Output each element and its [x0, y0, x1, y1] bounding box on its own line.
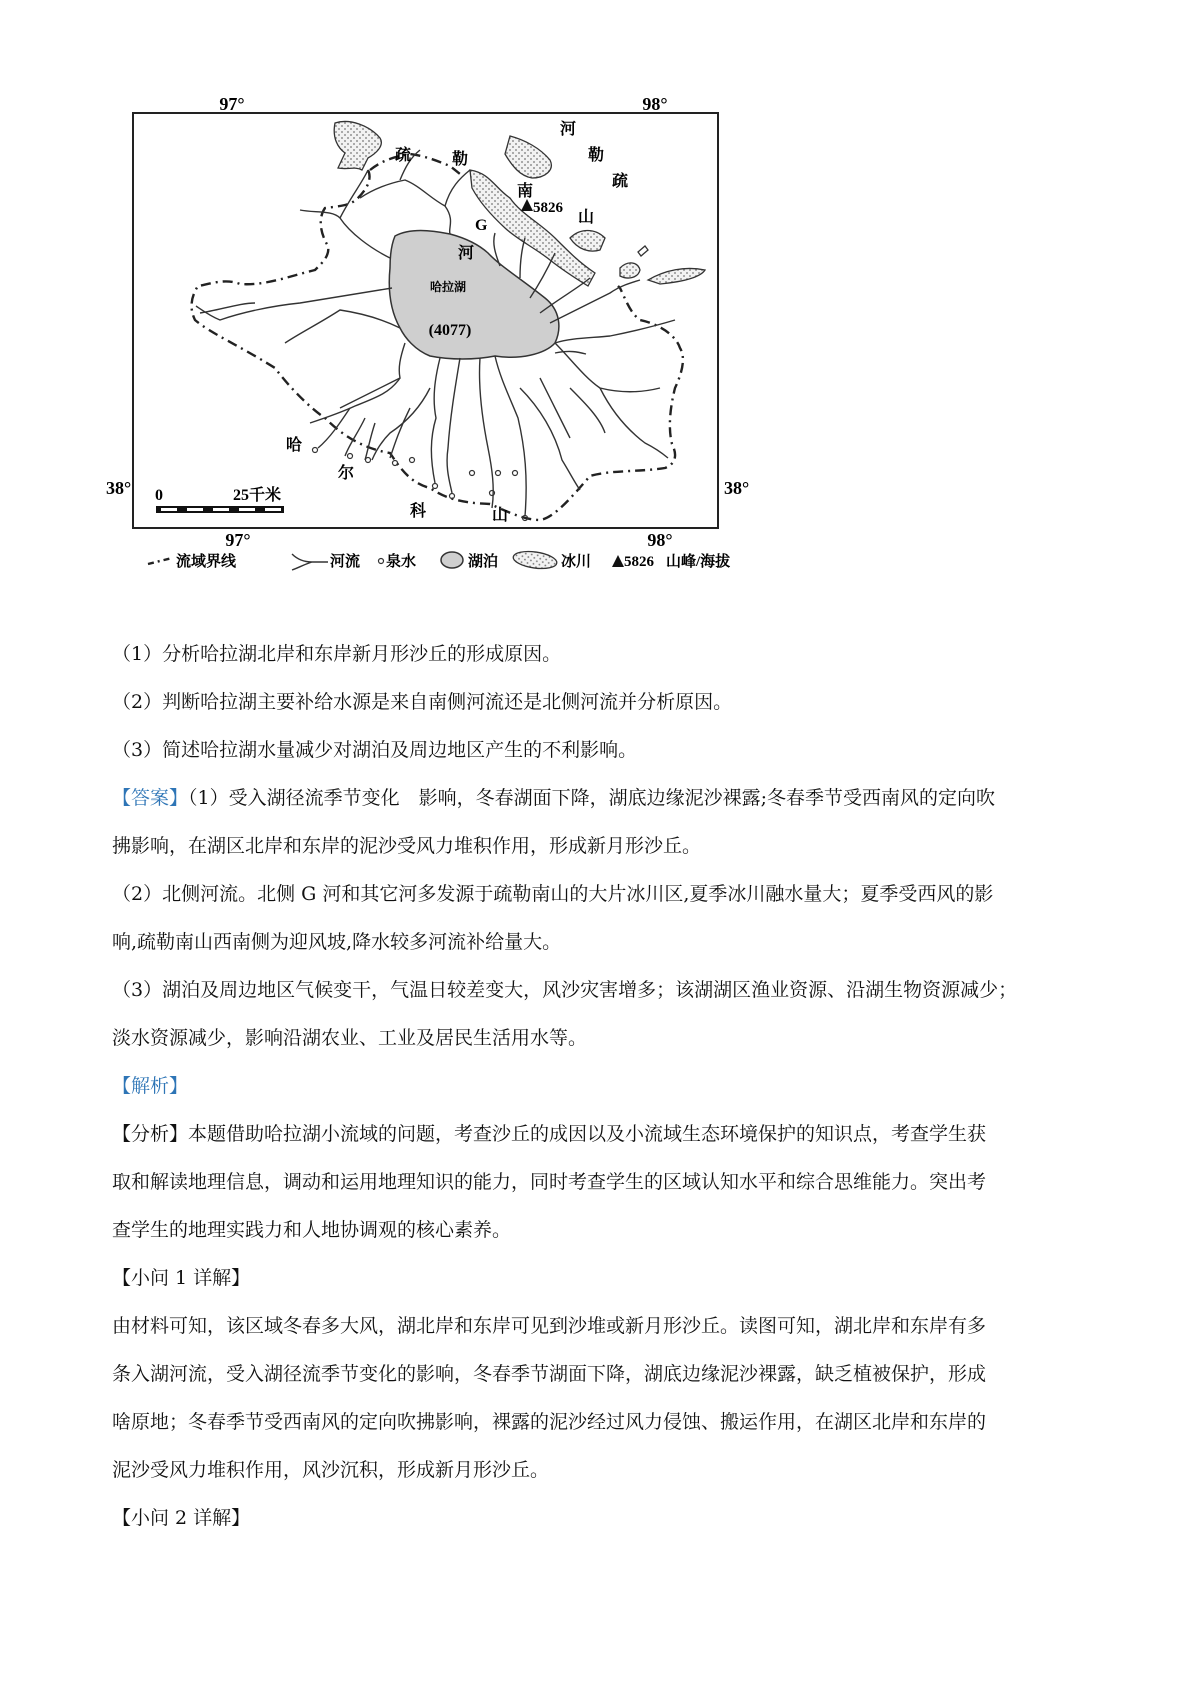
- sub1-line-2: 条入湖河流，受入湖径流季节变化的影响，冬春季节湖面下降，湖底边缘泥沙裸露，缺乏植被保护，形成: [112, 1363, 987, 1385]
- river-shule-char-1: 河: [560, 121, 577, 138]
- analysis-line-2: 取和解读地理信息，调动和运用地理知识的能力，同时考查学生的区域认知水平和综合思维能力。突出考: [112, 1171, 987, 1193]
- watershed-map: [100, 88, 840, 628]
- sub1-line-1: 由材料可知，该区域冬春多大风，湖北岸和东岸可见到沙堆或新月形沙丘。读图可知，湖北岸和东岸有多: [112, 1315, 987, 1337]
- glacier-north-lobe: [505, 136, 551, 178]
- peak-triangle-icon: [521, 199, 533, 211]
- lat-label-right: 38°: [724, 478, 750, 498]
- legend-spring-label: 泉水: [386, 554, 417, 570]
- sub1-title: 【小问 1 详解】: [112, 1267, 251, 1289]
- glacier-east-4: [638, 246, 648, 256]
- lon-label-top-right: 98°: [642, 94, 668, 114]
- range-north-char-4: 山: [578, 209, 595, 226]
- river-g-char: 河: [458, 245, 475, 262]
- answer-line-3: （2）北侧河流。北侧 G 河和其它河多发源于疏勒南山的大片冰川区,夏季冰川融水量大；夏季受西风的影: [112, 883, 994, 905]
- analysis-line-3: 查学生的地理实践力和人地协调观的核心素养。: [112, 1219, 512, 1241]
- glacier-east-1: [570, 231, 605, 252]
- answer-line-4: 响,疏勒南山西南侧为迎风坡,降水较多河流补给量大。: [112, 931, 562, 953]
- range-south-char-2: 尔: [338, 465, 355, 482]
- lake-hala: [389, 231, 559, 360]
- sub1-line-4: 泥沙受风力堆积作用，风沙沉积，形成新月形沙丘。: [112, 1459, 550, 1481]
- sub1-line-3: 啥原地；冬春季节受西南风的定向吹拂影响，裸露的泥沙经过风力侵蚀、搬运作用，在湖区北岸和东岸的: [112, 1411, 987, 1433]
- range-south-char-1: 哈: [286, 437, 303, 454]
- map-legend: [148, 549, 730, 571]
- peak-elevation-label: 5826: [533, 200, 563, 216]
- range-south-char-4: 山: [492, 507, 509, 524]
- range-north-char-1: 疏: [395, 147, 412, 164]
- legend-river-icon: [292, 554, 328, 570]
- glacier-east-2: [620, 263, 640, 278]
- lon-label-bottom-right: 98°: [647, 530, 673, 550]
- lake-elevation-label: (4077): [428, 322, 472, 339]
- lat-label-left: 38°: [106, 478, 132, 498]
- legend-lake-label: 湖泊: [468, 554, 499, 570]
- analysis-line-1: 【分析】本题借助哈拉湖小流域的问题，考查沙丘的成因以及小流域生态环境保护的知识点，考查学生获: [112, 1123, 987, 1145]
- answer-text-1: （1）受入湖径流季节变化 影响，冬春湖面下降，湖底边缘泥沙裸露;冬春季节受西南风的定向吹: [188, 787, 996, 809]
- legend-glacier-label: 冰川: [561, 554, 592, 570]
- range-north-char-3: 南: [517, 183, 534, 200]
- answer-line-6: 淡水资源减少，影响沿湖农业、工业及居民生活用水等。: [112, 1027, 588, 1049]
- legend-boundary-icon: [148, 558, 172, 564]
- answer-line-5: （3）湖泊及周边地区气候变干，气温日较差变大，风沙灾害增多；该湖湖区渔业资源、沿湖生物资源减少；: [112, 979, 1018, 1001]
- legend-peak-value: 5826: [624, 554, 654, 570]
- range-north-char-2: 勒: [452, 151, 469, 168]
- glacier-northwest: [334, 121, 381, 170]
- lake-name-label: 哈拉湖: [429, 280, 467, 294]
- sub2-title: 【小问 2 详解】: [112, 1507, 251, 1529]
- legend-glacier-icon: [512, 549, 558, 571]
- question-3: （3）简述哈拉湖水量减少对湖泊及周边地区产生的不利影响。: [112, 739, 638, 761]
- question-2: （2）判断哈拉湖主要补给水源是来自南侧河流还是北侧河流并分析原因。: [112, 691, 733, 713]
- glacier-east-3: [648, 268, 705, 284]
- analysis-label: 【解析】: [112, 1075, 189, 1097]
- river-shule-char-3: 疏: [612, 173, 629, 190]
- scale-end-label: 25千米: [233, 487, 282, 504]
- answer-line-2: 拂影响，在湖区北岸和东岸的泥沙受风力堆积作用，形成新月形沙丘。: [112, 835, 702, 857]
- scale-start-label: 0: [155, 487, 163, 504]
- lon-label-top-left: 97°: [219, 94, 245, 114]
- legend-spring-icon: [379, 559, 384, 564]
- legend-peak-icon: [612, 555, 624, 567]
- river-shule-char-2: 勒: [588, 147, 605, 164]
- legend-peak-label: 山峰/海拔: [666, 554, 731, 570]
- answer-line-1: [112, 786, 995, 810]
- range-south-char-3: 科: [410, 503, 427, 520]
- river-g-letter: G: [475, 217, 488, 234]
- legend-boundary-label: 流域界线: [176, 554, 237, 570]
- legend-lake-icon: [441, 552, 463, 568]
- legend-river-label: 河流: [330, 554, 361, 570]
- lon-label-bottom-left: 97°: [225, 530, 251, 550]
- answer-label: 【答案】: [112, 787, 189, 809]
- question-1: （1）分析哈拉湖北岸和东岸新月形沙丘的形成原因。: [112, 643, 562, 665]
